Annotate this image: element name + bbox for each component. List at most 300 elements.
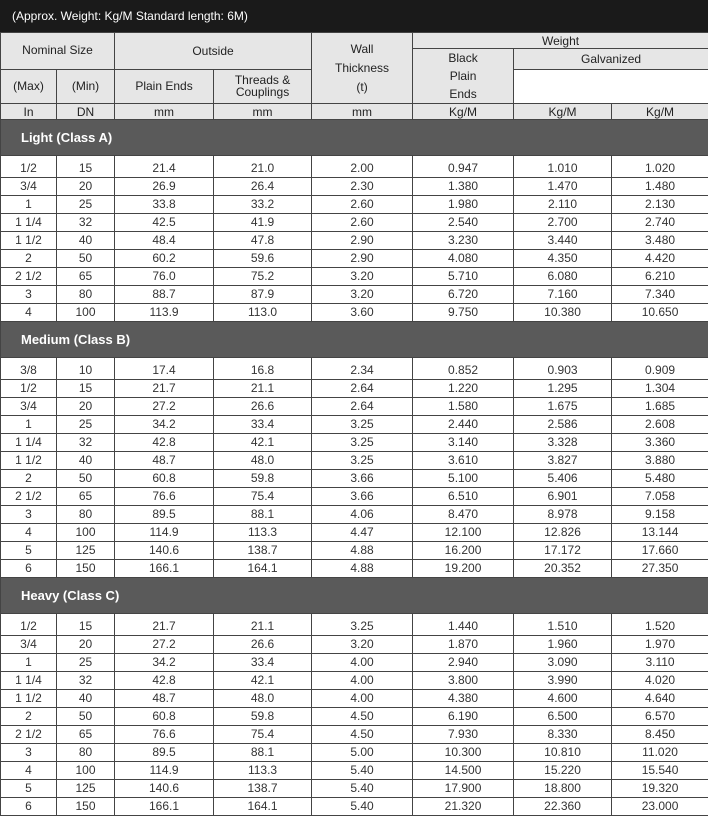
- table-cell: 3/4: [1, 636, 57, 654]
- table-cell: 4.00: [312, 690, 413, 708]
- table-row: [1, 452, 708, 470]
- table-cell: 42.8: [115, 434, 214, 452]
- units-row: [1, 104, 708, 120]
- table-cell: 3.827: [514, 452, 612, 470]
- table-cell: 140.6: [115, 780, 214, 798]
- table-cell: 8.470: [413, 506, 514, 524]
- table-row: [1, 470, 708, 488]
- table-cell: 10.300: [413, 744, 514, 762]
- table-cell: 6.901: [514, 488, 612, 506]
- table-cell: 8.978: [514, 506, 612, 524]
- table-cell: 164.1: [214, 560, 312, 578]
- table-cell: 2.00: [312, 156, 413, 178]
- table-cell: 3.480: [612, 232, 708, 250]
- table-cell: 20: [57, 178, 115, 196]
- table-cell: 4.50: [312, 708, 413, 726]
- table-cell: 2.90: [312, 250, 413, 268]
- table-cell: 1 1/2: [1, 232, 57, 250]
- table-cell: 4.88: [312, 542, 413, 560]
- table-cell: 48.0: [214, 690, 312, 708]
- table-cell: 5.40: [312, 762, 413, 780]
- table-cell: 1: [1, 416, 57, 434]
- table-cell: 1.675: [514, 398, 612, 416]
- table-row: [1, 654, 708, 672]
- table-cell: 17.4: [115, 358, 214, 380]
- table-cell: 21.7: [115, 614, 214, 636]
- table-cell: 114.9: [115, 524, 214, 542]
- table-cell: 33.8: [115, 196, 214, 214]
- table-cell: 138.7: [214, 780, 312, 798]
- table-cell: 21.4: [115, 156, 214, 178]
- table-cell: 11.020: [612, 744, 708, 762]
- table-cell: 48.0: [214, 452, 312, 470]
- table-cell: 3/8: [1, 358, 57, 380]
- table-cell: 3.60: [312, 304, 413, 322]
- section-rows: [1, 358, 708, 578]
- table-cell: 8.330: [514, 726, 612, 744]
- table-row: [1, 416, 708, 434]
- table-cell: 80: [57, 744, 115, 762]
- table-cell: 33.2: [214, 196, 312, 214]
- unit-cell: Kg/M: [514, 104, 612, 120]
- table-cell: 2: [1, 250, 57, 268]
- table-row: [1, 286, 708, 304]
- unit-cell: mm: [312, 104, 413, 120]
- table-cell: 1.020: [612, 156, 708, 178]
- table-cell: 65: [57, 268, 115, 286]
- table-cell: 2.64: [312, 398, 413, 416]
- table-cell: 2.60: [312, 196, 413, 214]
- table-cell: 0.903: [514, 358, 612, 380]
- table-cell: 1.510: [514, 614, 612, 636]
- table-cell: 34.2: [115, 416, 214, 434]
- table-cell: 3.140: [413, 434, 514, 452]
- table-cell: 138.7: [214, 542, 312, 560]
- table-cell: 26.4: [214, 178, 312, 196]
- table-cell: 15.220: [514, 762, 612, 780]
- table-cell: 3.800: [413, 672, 514, 690]
- table-cell: 15: [57, 156, 115, 178]
- table-row: [1, 744, 708, 762]
- table-cell: 47.8: [214, 232, 312, 250]
- table-cell: 48.4: [115, 232, 214, 250]
- table-cell: 41.9: [214, 214, 312, 232]
- table-cell: 166.1: [115, 560, 214, 578]
- table-cell: 20: [57, 398, 115, 416]
- table-cell: 88.7: [115, 286, 214, 304]
- table-cell: 1: [1, 654, 57, 672]
- table-cell: 10.650: [612, 304, 708, 322]
- table-cell: 4.50: [312, 726, 413, 744]
- table-cell: 65: [57, 488, 115, 506]
- section-rows: [1, 614, 708, 816]
- table-row: [1, 708, 708, 726]
- table-note: (Approx. Weight: Kg/M Standard length: 6M): [0, 0, 708, 32]
- header-nominal-size: Nominal Size: [1, 33, 115, 70]
- table-cell: 113.3: [214, 524, 312, 542]
- table-row: [1, 726, 708, 744]
- table-cell: 2.130: [612, 196, 708, 214]
- table-row: [1, 398, 708, 416]
- table-row: [1, 560, 708, 578]
- table-cell: 1 1/4: [1, 214, 57, 232]
- table-cell: 125: [57, 780, 115, 798]
- table-cell: 60.8: [115, 470, 214, 488]
- table-cell: 26.6: [214, 398, 312, 416]
- table-cell: 48.7: [115, 452, 214, 470]
- table-cell: 0.947: [413, 156, 514, 178]
- table-cell: 20.352: [514, 560, 612, 578]
- table-cell: 12.100: [413, 524, 514, 542]
- table-cell: 0.852: [413, 358, 514, 380]
- table-cell: 4.00: [312, 654, 413, 672]
- table-cell: 100: [57, 524, 115, 542]
- table-cell: 3.880: [612, 452, 708, 470]
- table-cell: 6: [1, 798, 57, 816]
- table-cell: 2 1/2: [1, 488, 57, 506]
- table-cell: 50: [57, 708, 115, 726]
- table-cell: 1 1/4: [1, 672, 57, 690]
- header-t: (t): [312, 78, 412, 97]
- table-cell: 15.540: [612, 762, 708, 780]
- table-cell: 1.960: [514, 636, 612, 654]
- header-min: (Min): [57, 69, 115, 103]
- table-cell: 33.4: [214, 654, 312, 672]
- table-cell: 10.380: [514, 304, 612, 322]
- table-cell: 3.66: [312, 470, 413, 488]
- table-cell: 1.010: [514, 156, 612, 178]
- table-header: [1, 33, 708, 120]
- table-cell: 21.7: [115, 380, 214, 398]
- table-cell: 20: [57, 636, 115, 654]
- table-cell: 21.1: [214, 614, 312, 636]
- table-cell: 76.6: [115, 488, 214, 506]
- table-cell: 59.8: [214, 470, 312, 488]
- section-title: Light (Class A): [1, 120, 708, 156]
- table-cell: 100: [57, 762, 115, 780]
- table-cell: 5: [1, 780, 57, 798]
- table-cell: 18.800: [514, 780, 612, 798]
- table-cell: 2.90: [312, 232, 413, 250]
- header-plain-ends: Plain Ends: [115, 69, 214, 103]
- table-cell: 2.440: [413, 416, 514, 434]
- table-cell: 140.6: [115, 542, 214, 560]
- table-cell: 34.2: [115, 654, 214, 672]
- table-row: [1, 488, 708, 506]
- table-cell: 3.110: [612, 654, 708, 672]
- table-cell: 87.9: [214, 286, 312, 304]
- table-cell: 13.144: [612, 524, 708, 542]
- table-cell: 2.34: [312, 358, 413, 380]
- table-row: [1, 542, 708, 560]
- table-cell: 1/2: [1, 380, 57, 398]
- section-title: Heavy (Class C): [1, 578, 708, 614]
- table-cell: 4.600: [514, 690, 612, 708]
- section-rows: [1, 156, 708, 322]
- table-cell: 5.40: [312, 798, 413, 816]
- table-cell: 4.080: [413, 250, 514, 268]
- table-cell: 100: [57, 304, 115, 322]
- header-weight: Weight: [413, 33, 708, 49]
- table-cell: 3.360: [612, 434, 708, 452]
- unit-cell: In: [1, 104, 57, 120]
- table-cell: 1.480: [612, 178, 708, 196]
- table-cell: 5.00: [312, 744, 413, 762]
- table-cell: 5: [1, 542, 57, 560]
- table-cell: 33.4: [214, 416, 312, 434]
- table-cell: 59.6: [214, 250, 312, 268]
- header-max: (Max): [1, 69, 57, 103]
- unit-cell: mm: [214, 104, 312, 120]
- table-cell: 5.480: [612, 470, 708, 488]
- table-cell: 3.440: [514, 232, 612, 250]
- table-cell: 42.8: [115, 672, 214, 690]
- table-cell: 42.5: [115, 214, 214, 232]
- table-cell: 3: [1, 286, 57, 304]
- table-cell: 32: [57, 672, 115, 690]
- table-cell: 4.640: [612, 690, 708, 708]
- table-cell: 150: [57, 560, 115, 578]
- section-header: [1, 322, 708, 358]
- table-cell: 113.9: [115, 304, 214, 322]
- table-cell: 26.6: [214, 636, 312, 654]
- table-cell: 6.500: [514, 708, 612, 726]
- table-row: [1, 798, 708, 816]
- table-row: [1, 214, 708, 232]
- table-row: [1, 762, 708, 780]
- table-cell: 12.826: [514, 524, 612, 542]
- table-cell: 1.685: [612, 398, 708, 416]
- table-cell: 2.940: [413, 654, 514, 672]
- table-cell: 1.304: [612, 380, 708, 398]
- table-cell: 166.1: [115, 798, 214, 816]
- table-cell: 59.8: [214, 708, 312, 726]
- section-title: Medium (Class B): [1, 322, 708, 358]
- table-row: [1, 780, 708, 798]
- table-cell: 88.1: [214, 744, 312, 762]
- table-row: [1, 232, 708, 250]
- unit-cell: Kg/M: [612, 104, 708, 120]
- table-cell: 4.420: [612, 250, 708, 268]
- header-black-plain-ends: Black Plain Ends: [413, 49, 514, 104]
- table-cell: 1.970: [612, 636, 708, 654]
- table-cell: 7.058: [612, 488, 708, 506]
- table-cell: 2: [1, 708, 57, 726]
- table-cell: 25: [57, 196, 115, 214]
- table-cell: 6.210: [612, 268, 708, 286]
- table-cell: 2.64: [312, 380, 413, 398]
- table-cell: 10.810: [514, 744, 612, 762]
- table-cell: 1.440: [413, 614, 514, 636]
- table-cell: 2.30: [312, 178, 413, 196]
- table-cell: 50: [57, 250, 115, 268]
- table-cell: 19.200: [413, 560, 514, 578]
- table-cell: 4.47: [312, 524, 413, 542]
- table-cell: 2.586: [514, 416, 612, 434]
- table-cell: 3.25: [312, 434, 413, 452]
- table-cell: 6.570: [612, 708, 708, 726]
- table-cell: 3.25: [312, 614, 413, 636]
- table-cell: 3.25: [312, 416, 413, 434]
- table-row: [1, 636, 708, 654]
- table-cell: 113.3: [214, 762, 312, 780]
- table-cell: 3/4: [1, 178, 57, 196]
- header-outside: Outside: [115, 33, 312, 70]
- table-cell: 27.2: [115, 398, 214, 416]
- pipe-spec-table: [0, 32, 708, 816]
- table-cell: 1: [1, 196, 57, 214]
- header-wall-thickness-label: Wall Thickness: [312, 40, 412, 78]
- table-cell: 17.900: [413, 780, 514, 798]
- table-cell: 21.320: [413, 798, 514, 816]
- table-cell: 14.500: [413, 762, 514, 780]
- unit-cell: DN: [57, 104, 115, 120]
- table-cell: 75.4: [214, 488, 312, 506]
- table-cell: 4.380: [413, 690, 514, 708]
- table-cell: 9.158: [612, 506, 708, 524]
- table-cell: 4.00: [312, 672, 413, 690]
- table-cell: 89.5: [115, 744, 214, 762]
- table-cell: 6.510: [413, 488, 514, 506]
- table-cell: 2.540: [413, 214, 514, 232]
- table-cell: 4.06: [312, 506, 413, 524]
- table-cell: 50: [57, 470, 115, 488]
- table-cell: 3.20: [312, 268, 413, 286]
- table-cell: 1.580: [413, 398, 514, 416]
- table-cell: 3.25: [312, 452, 413, 470]
- table-cell: 23.000: [612, 798, 708, 816]
- table-cell: 4: [1, 304, 57, 322]
- table-row: [1, 304, 708, 322]
- table-cell: 3.610: [413, 452, 514, 470]
- table-cell: 7.340: [612, 286, 708, 304]
- table-cell: 125: [57, 542, 115, 560]
- table-cell: 80: [57, 286, 115, 304]
- table-cell: 1.870: [413, 636, 514, 654]
- table-cell: 3.990: [514, 672, 612, 690]
- header-galvanized: Galvanized: [514, 49, 708, 70]
- table-cell: 6.190: [413, 708, 514, 726]
- table-cell: 26.9: [115, 178, 214, 196]
- table-cell: 5.40: [312, 780, 413, 798]
- table-row: [1, 672, 708, 690]
- table-cell: 48.7: [115, 690, 214, 708]
- table-cell: 113.0: [214, 304, 312, 322]
- header-threads-couplings: Threads & Couplings: [214, 69, 312, 103]
- table-cell: 2: [1, 470, 57, 488]
- table-cell: 89.5: [115, 506, 214, 524]
- table-row: [1, 690, 708, 708]
- table-row: [1, 380, 708, 398]
- table-row: [1, 156, 708, 178]
- table-cell: 2 1/2: [1, 268, 57, 286]
- table-cell: 1 1/2: [1, 690, 57, 708]
- table-cell: 21.0: [214, 156, 312, 178]
- table-cell: 75.2: [214, 268, 312, 286]
- table-cell: 1 1/4: [1, 434, 57, 452]
- table-cell: 3.66: [312, 488, 413, 506]
- table-cell: 6.720: [413, 286, 514, 304]
- table-cell: 19.320: [612, 780, 708, 798]
- table-cell: 40: [57, 452, 115, 470]
- table-cell: 17.660: [612, 542, 708, 560]
- table-cell: 3.090: [514, 654, 612, 672]
- table-cell: 0.909: [612, 358, 708, 380]
- table-cell: 65: [57, 726, 115, 744]
- table-cell: 88.1: [214, 506, 312, 524]
- table-cell: 6: [1, 560, 57, 578]
- table-cell: 4: [1, 524, 57, 542]
- table-cell: 150: [57, 798, 115, 816]
- table-cell: 42.1: [214, 672, 312, 690]
- table-cell: 76.6: [115, 726, 214, 744]
- table-cell: 4: [1, 762, 57, 780]
- table-cell: 21.1: [214, 380, 312, 398]
- table-cell: 80: [57, 506, 115, 524]
- table-row: [1, 196, 708, 214]
- table-cell: 3: [1, 744, 57, 762]
- table-cell: 5.710: [413, 268, 514, 286]
- table-cell: 1 1/2: [1, 452, 57, 470]
- table-cell: 16.8: [214, 358, 312, 380]
- table-cell: 3/4: [1, 398, 57, 416]
- table-row: [1, 524, 708, 542]
- unit-cell: mm: [115, 104, 214, 120]
- table-cell: 25: [57, 416, 115, 434]
- table-cell: 25: [57, 654, 115, 672]
- table-cell: 2.740: [612, 214, 708, 232]
- table-cell: 3.20: [312, 636, 413, 654]
- table-cell: 1.520: [612, 614, 708, 636]
- section-header: [1, 578, 708, 614]
- table-cell: 6.080: [514, 268, 612, 286]
- table-cell: 1.980: [413, 196, 514, 214]
- table-row: [1, 506, 708, 524]
- table-cell: 60.2: [115, 250, 214, 268]
- table-cell: 75.4: [214, 726, 312, 744]
- table-row: [1, 178, 708, 196]
- table-cell: 3: [1, 506, 57, 524]
- table-cell: 3.20: [312, 286, 413, 304]
- table-cell: 60.8: [115, 708, 214, 726]
- table-cell: 4.88: [312, 560, 413, 578]
- table-cell: 5.406: [514, 470, 612, 488]
- table-cell: 7.160: [514, 286, 612, 304]
- table-cell: 164.1: [214, 798, 312, 816]
- table-cell: 17.172: [514, 542, 612, 560]
- table-row: [1, 268, 708, 286]
- table-cell: 15: [57, 380, 115, 398]
- table-cell: 22.360: [514, 798, 612, 816]
- header-wall-thickness: [312, 33, 413, 104]
- table-cell: 2.608: [612, 416, 708, 434]
- table-cell: 1.295: [514, 380, 612, 398]
- table-row: [1, 358, 708, 380]
- table-cell: 10: [57, 358, 115, 380]
- table-cell: 5.100: [413, 470, 514, 488]
- table-cell: 27.2: [115, 636, 214, 654]
- table-cell: 1.220: [413, 380, 514, 398]
- table-cell: 15: [57, 614, 115, 636]
- table-cell: 2.110: [514, 196, 612, 214]
- table-cell: 1.380: [413, 178, 514, 196]
- table-cell: 2.700: [514, 214, 612, 232]
- table-cell: 40: [57, 690, 115, 708]
- table-cell: 2 1/2: [1, 726, 57, 744]
- table-cell: 7.930: [413, 726, 514, 744]
- table-cell: 8.450: [612, 726, 708, 744]
- table-cell: 9.750: [413, 304, 514, 322]
